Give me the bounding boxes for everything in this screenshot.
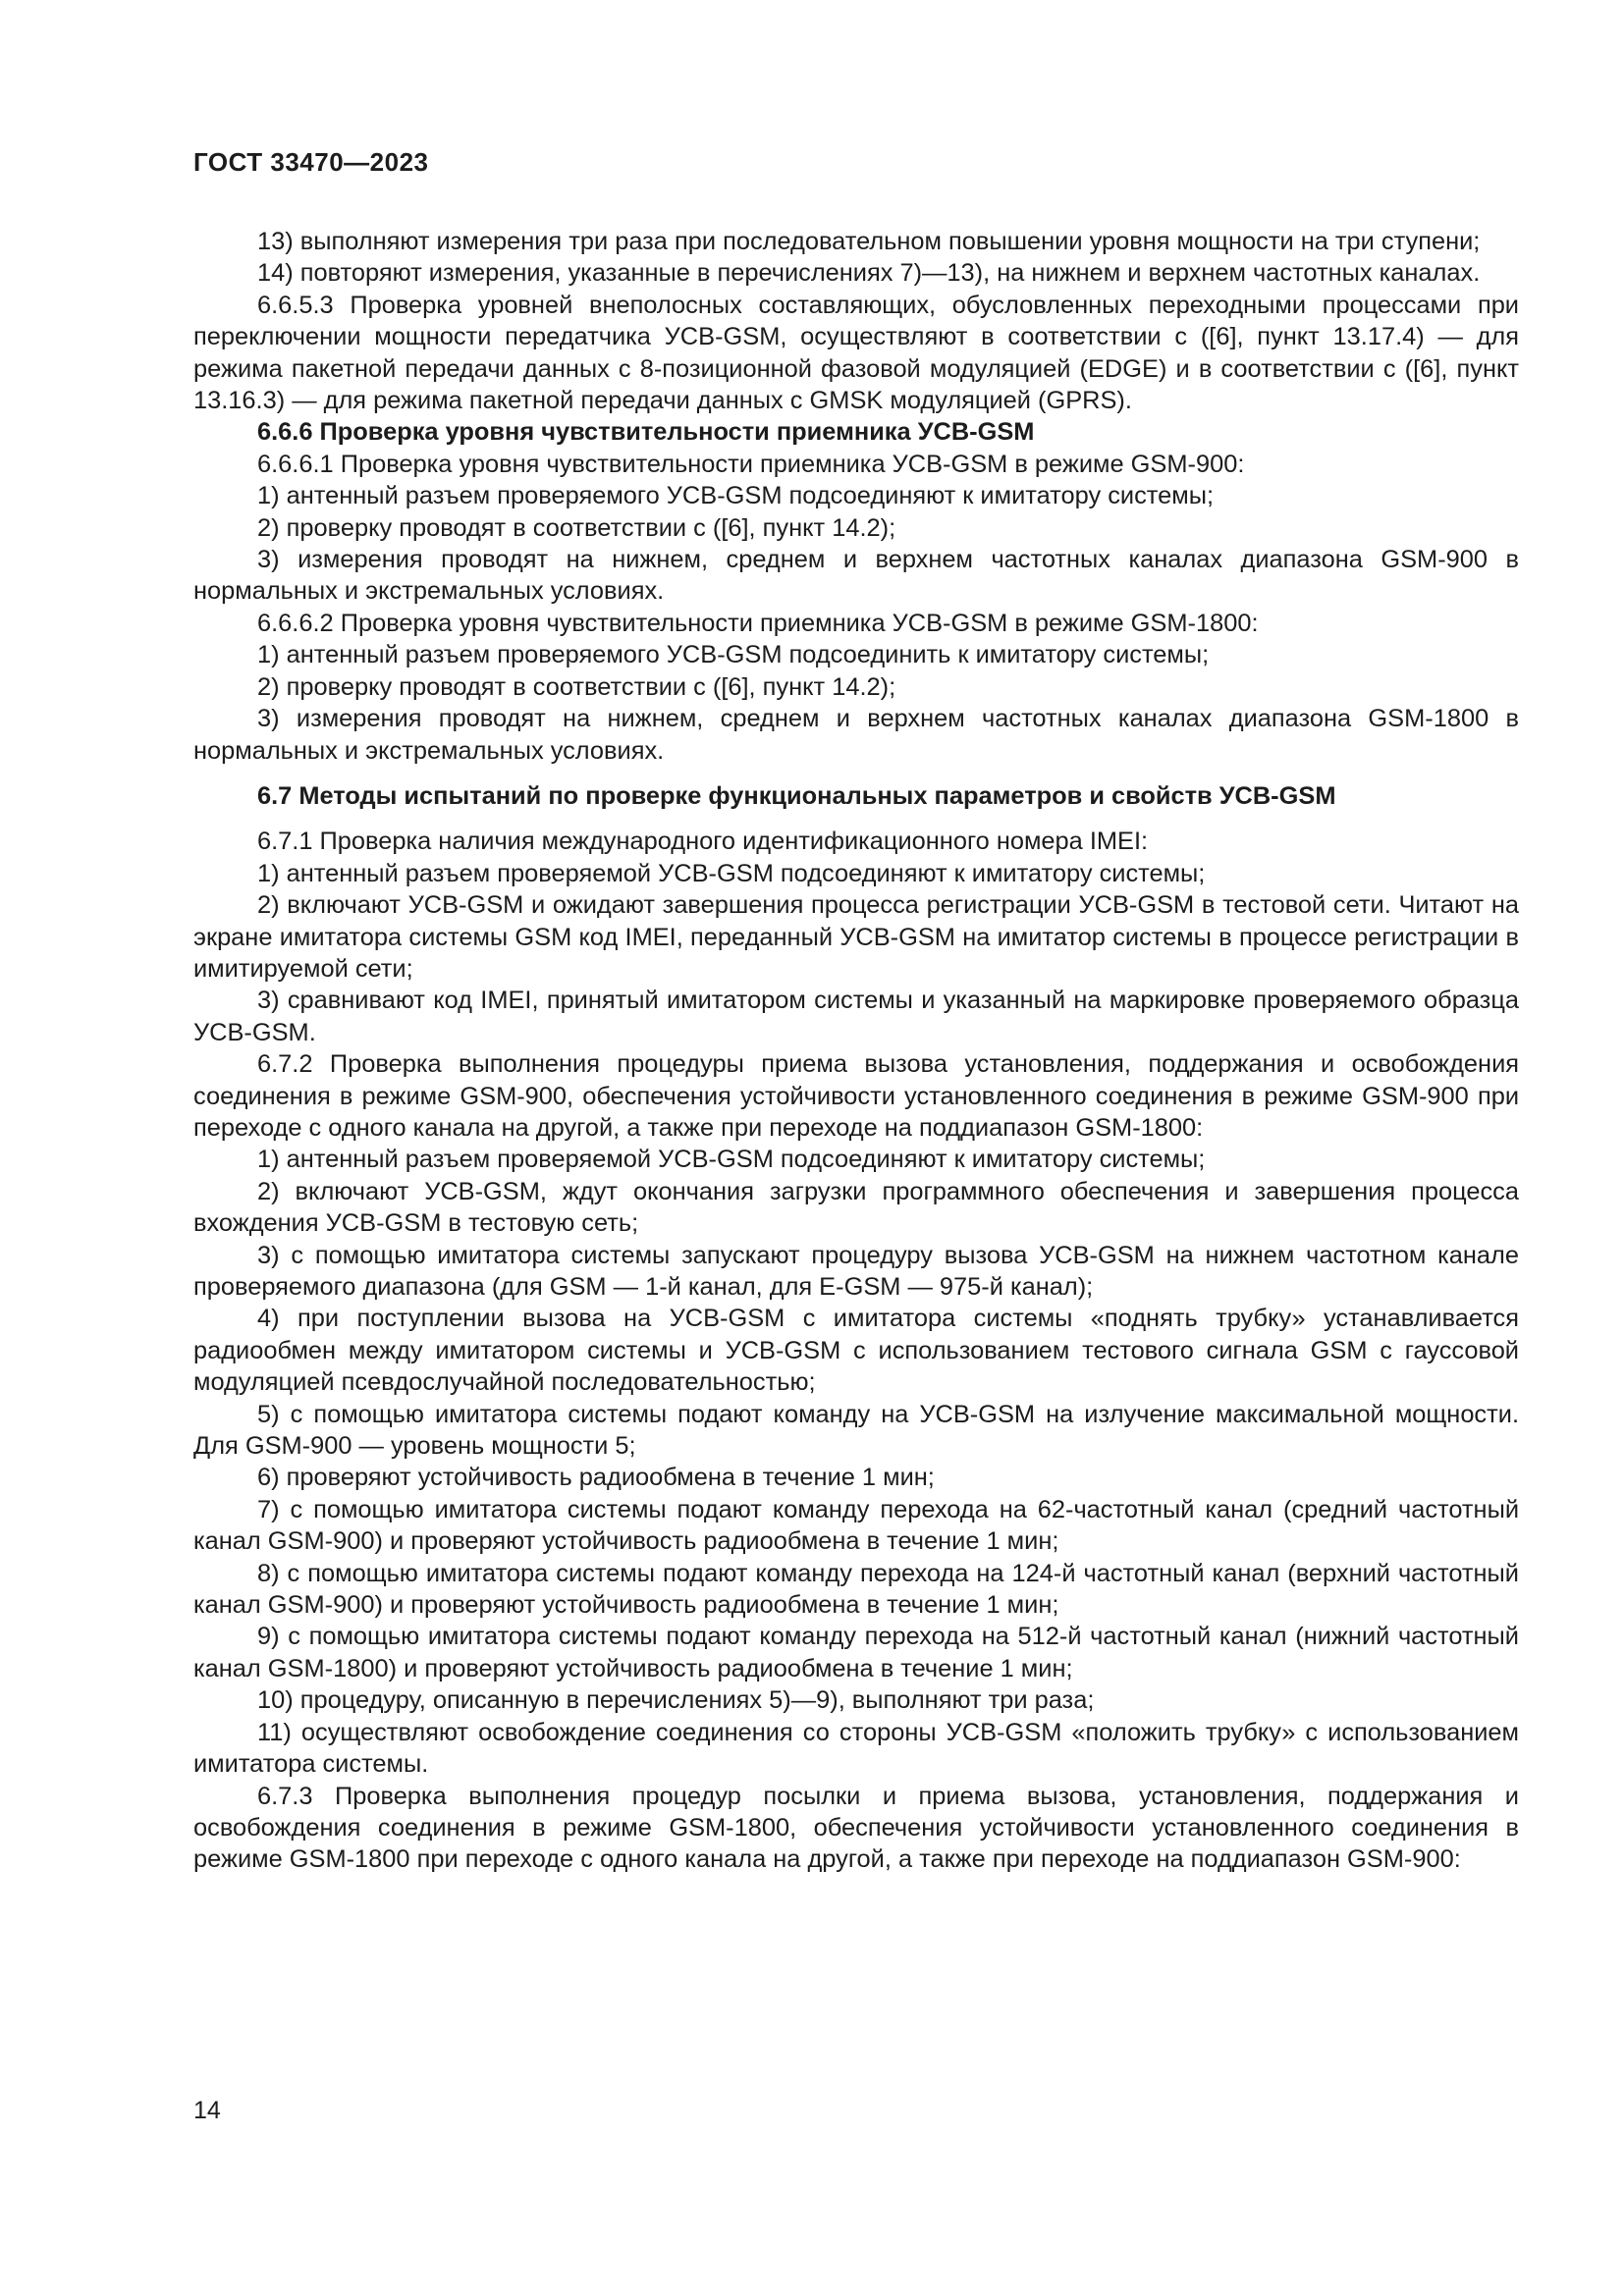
list-item: 3) измерения проводят на нижнем, среднем и верхнем частотных каналах диапазона GSM-1800 в нормальных и экстремальных условиях. — [193, 705, 1519, 765]
list-item: 2) проверку проводят в соответствии с ([6], пункт 14.2); — [257, 672, 896, 701]
page-number: 14 — [193, 2097, 221, 2124]
clause-6-6-6-2: 6.6.6.2 Проверка уровня чувствительности приемника УСВ-GSM в режиме GSM-1800: — [257, 609, 1259, 637]
list-item: 5) с помощью имитатора системы подают команду на УСВ-GSM на излучение максимальной мощности. Для GSM-900 — уровень мощности 5; — [193, 1400, 1519, 1461]
clause-6-7-3: 6.7.3 Проверка выполнения процедур посылки и приема вызова, установления, поддержания и освобождения соединения в режиме GSM-1800, обеспечения устойчивости установленного соединения в режиме GSM-1800 при переходе с одного канала на другой, а также при переходе на поддиапазон GSM-900: — [193, 1782, 1519, 1874]
list-item: 1) антенный разъем проверяемого УСВ-GSM подсоединить к имитатору системы; — [257, 641, 1210, 669]
list-item: 1) антенный разъем проверяемой УСВ-GSM подсоединяют к имитатору системы; — [257, 1146, 1206, 1174]
list-item: 1) антенный разъем проверяемого УСВ-GSM подсоединяют к имитатору системы; — [257, 482, 1215, 510]
list-item: 10) процедуру, описанную в перечислениях 5)—9), выполняют три раза; — [257, 1686, 1095, 1715]
list-item: 1) антенный разъем проверяемой УСВ-GSM подсоединяют к имитатору системы; — [257, 859, 1206, 887]
list-item: 2) включают УСВ-GSM и ожидают завершения процесса регистрации УСВ-GSM в тестовой сети. Читают на экране имитатора системы GSM код IMEI, переданный УСВ-GSM на имитатор системы в процессе регистрации в имитируемой сети; — [193, 891, 1519, 983]
list-item: 2) проверку проводят в соответствии с ([6], пункт 14.2); — [257, 513, 896, 542]
clause-6-7-1: 6.7.1 Проверка наличия международного идентификационного номера IMEI: — [257, 828, 1149, 856]
subsection-heading-6-6-6: 6.6.6 Проверка уровня чувствительности приемника УСВ-GSM — [257, 418, 1035, 447]
list-item: 11) осуществляют освобождение соединения со стороны УСВ-GSM «положить трубку» с использованием имитатора системы. — [193, 1718, 1519, 1779]
section-heading-6-7: 6.7 Методы испытаний по проверке функциональных параметров и свойств УСВ-GSM — [257, 781, 1336, 810]
list-item: 2) включают УСВ-GSM, ждут окончания загрузки программного обеспечения и завершения процесса вхождения УСВ-GSM в тестовую сеть; — [193, 1177, 1519, 1238]
clause-6-6-5-3: 6.6.5.3 Проверка уровней внеполосных составляющих, обусловленных переходными процессами при переключении мощности передатчика УСВ-GSM, осуществляют в соответствии с ([6], пункт 13.17.4) — для режима пакетной передачи данных с 8-позиционной фазовой модуляцией (EDGE) и в соответствии с ([6], пункт 13.16.3) — для режима пакетной передачи данных с GMSK модуляцией (GPRS). — [193, 291, 1519, 415]
clause-6-7-2: 6.7.2 Проверка выполнения процедуры приема вызова установления, поддержания и освобождения соединения в режиме GSM-900, обеспечения устойчивости установленного соединения в режиме GSM-900 при переходе с одного канала на другой, а также при переходе на поддиапазон GSM-1800: — [193, 1050, 1519, 1142]
list-item-13: 13) выполняют измерения три раза при последовательном повышении уровня мощности на три ступени; — [257, 228, 1481, 255]
document-body — [193, 226, 1519, 1876]
clause-6-6-6-1: 6.6.6.1 Проверка уровня чувствительности приемника УСВ-GSM в режиме GSM-900: — [257, 450, 1245, 478]
list-item: 9) с помощью имитатора системы подают команду перехода на 512-й частотный канал (нижний частотный канал GSM-1800) и проверяют устойчивость радиообмена в течение 1 мин; — [193, 1623, 1519, 1682]
list-item: 4) при поступлении вызова на УСВ-GSM с имитатора системы «поднять трубку» устанавливается радиообмен между имитатором системы и УСВ-GSM с использованием тестового сигнала GSM с гауссовой модуляцией псевдослучайной последовательностью; — [193, 1305, 1519, 1397]
list-item-14: 14) повторяют измерения, указанные в перечислениях 7)—13), на нижнем и верхнем частотных каналах. — [257, 259, 1481, 288]
list-item: 3) с помощью имитатора системы запускают процедуру вызова УСВ-GSM на нижнем частотном канале проверяемого диапазона (для GSM — 1-й канал, для E-GSM — 975-й канал); — [193, 1241, 1519, 1301]
list-item: 3) измерения проводят на нижнем, среднем и верхнем частотных каналах диапазона GSM-900 в нормальных и экстремальных условиях. — [193, 546, 1519, 606]
list-item: 6) проверяют устойчивость радиообмена в течение 1 мин; — [257, 1464, 935, 1492]
document-header: ГОСТ 33470—2023 — [193, 147, 429, 177]
list-item: 8) с помощью имитатора системы подают команду перехода на 124-й частотный канал (верхний частотный канал GSM-900) и проверяют устойчивость радиообмена в течение 1 мин; — [193, 1559, 1519, 1620]
list-item: 7) с помощью имитатора системы подают команду перехода на 62-частотный канал (средний частотный канал GSM-900) и проверяют устойчивость радиообмена в течение 1 мин; — [193, 1495, 1519, 1556]
list-item: 3) сравнивают код IMEI, принятый имитатором системы и указанный на маркировке проверяемого образца УСВ-GSM. — [193, 987, 1519, 1046]
